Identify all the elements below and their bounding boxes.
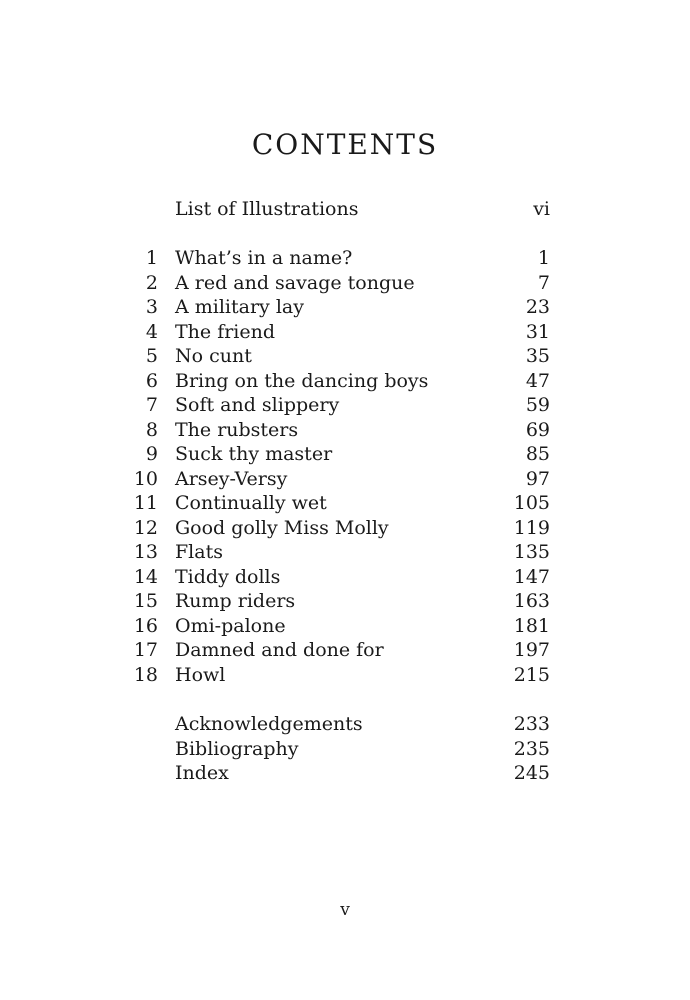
chapter-number: 17 [133, 639, 158, 661]
chapter-number: 12 [133, 516, 158, 539]
chapter-number: 16 [133, 614, 158, 637]
chapter-number: 18 [133, 663, 158, 686]
chapter-entry [120, 393, 550, 418]
chapter-title: Bring on the dancing boys [175, 369, 429, 392]
chapter-entry [120, 320, 550, 345]
chapter-page: 35 [525, 345, 550, 367]
chapter-page: 215 [513, 663, 550, 686]
toc-entry-label: Acknowledgements [175, 713, 363, 735]
chapter-title: Tiddy dolls [175, 565, 281, 588]
chapter-entry [120, 491, 550, 516]
chapter-title: No cunt [175, 345, 252, 367]
chapter-entry [120, 344, 550, 369]
chapter-number: 7 [145, 394, 158, 416]
chapter-entry [120, 565, 550, 590]
page-number: v [340, 900, 350, 920]
chapter-number: 14 [133, 565, 158, 588]
chapter-title: Flats [175, 541, 223, 563]
chapter-entry [120, 540, 550, 565]
chapter-number: 15 [133, 590, 158, 612]
chapter-entry [120, 295, 550, 320]
toc-entry-page: 245 [513, 762, 550, 784]
chapter-title: Rump riders [175, 590, 296, 612]
chapter-title: Suck thy master [175, 443, 333, 465]
chapter-entry [120, 638, 550, 663]
chapter-number: 10 [133, 467, 158, 490]
chapter-page: 47 [525, 369, 550, 392]
chapter-page: 197 [513, 639, 550, 661]
chapter-page: 59 [525, 394, 550, 416]
chapter-title: Damned and done for [175, 639, 384, 661]
chapter-number: 2 [145, 271, 158, 294]
toc-entry [120, 761, 550, 786]
chapter-entry [120, 271, 550, 296]
toc-entry [120, 712, 550, 737]
chapter-page: 7 [537, 271, 550, 294]
chapter-page: 1 [537, 247, 550, 269]
chapter-number: 5 [145, 345, 158, 367]
chapter-number: 11 [133, 492, 158, 514]
chapter-entry [120, 516, 550, 541]
toc-entry-label: Index [175, 762, 229, 784]
chapter-entry [120, 614, 550, 639]
chapter-page: 31 [525, 320, 550, 343]
chapter-number: 9 [145, 443, 158, 465]
chapter-title: Continually wet [175, 492, 327, 514]
chapter-entry [120, 418, 550, 443]
chapter-title: A military lay [175, 296, 304, 318]
chapter-number: 13 [133, 541, 158, 563]
chapter-entry [120, 467, 550, 492]
chapter-page: 119 [513, 516, 550, 539]
chapter-page: 163 [513, 590, 550, 612]
chapter-page: 105 [513, 492, 550, 514]
chapter-page: 85 [525, 443, 550, 465]
chapter-number: 3 [145, 296, 158, 318]
chapter-page: 181 [513, 614, 550, 637]
chapter-title: Omi-palone [175, 614, 286, 637]
toc-entry-label: List of Illustrations [175, 198, 359, 220]
chapter-page: 147 [513, 565, 550, 588]
chapter-page: 97 [525, 467, 550, 490]
chapter-number: 8 [145, 418, 158, 441]
chapter-page: 69 [525, 418, 550, 441]
toc-entry-page: 233 [513, 713, 550, 735]
chapter-title: Good golly Miss Molly [175, 516, 389, 539]
chapter-title: Arsey-Versy [175, 467, 288, 490]
chapter-title: A red and savage tongue [175, 271, 415, 294]
toc-entry-label: Bibliography [175, 737, 299, 760]
back-matter-list [120, 712, 550, 786]
chapter-number: 4 [145, 320, 158, 343]
chapter-entry [120, 663, 550, 688]
chapter-number: 6 [145, 369, 158, 392]
chapter-entry [120, 246, 550, 271]
chapter-list [120, 246, 550, 687]
toc-entry-page: vi [533, 198, 550, 220]
chapter-title: Soft and slippery [175, 394, 340, 416]
toc-entry [120, 737, 550, 762]
chapter-title: The rubsters [175, 418, 299, 441]
chapter-page: 23 [525, 296, 550, 318]
chapter-entry [120, 589, 550, 614]
chapter-title: Howl [175, 663, 226, 686]
toc-entry-page: 235 [513, 737, 550, 760]
chapter-title: The friend [175, 320, 276, 343]
chapter-entry [120, 442, 550, 467]
chapter-title: What’s in a name? [175, 247, 353, 269]
chapter-entry [120, 369, 550, 394]
chapter-page: 135 [513, 541, 550, 563]
chapter-number: 1 [145, 247, 158, 269]
page-title: CONTENTS [251, 128, 439, 161]
front-matter-list [120, 197, 550, 222]
toc-entry [120, 197, 550, 222]
